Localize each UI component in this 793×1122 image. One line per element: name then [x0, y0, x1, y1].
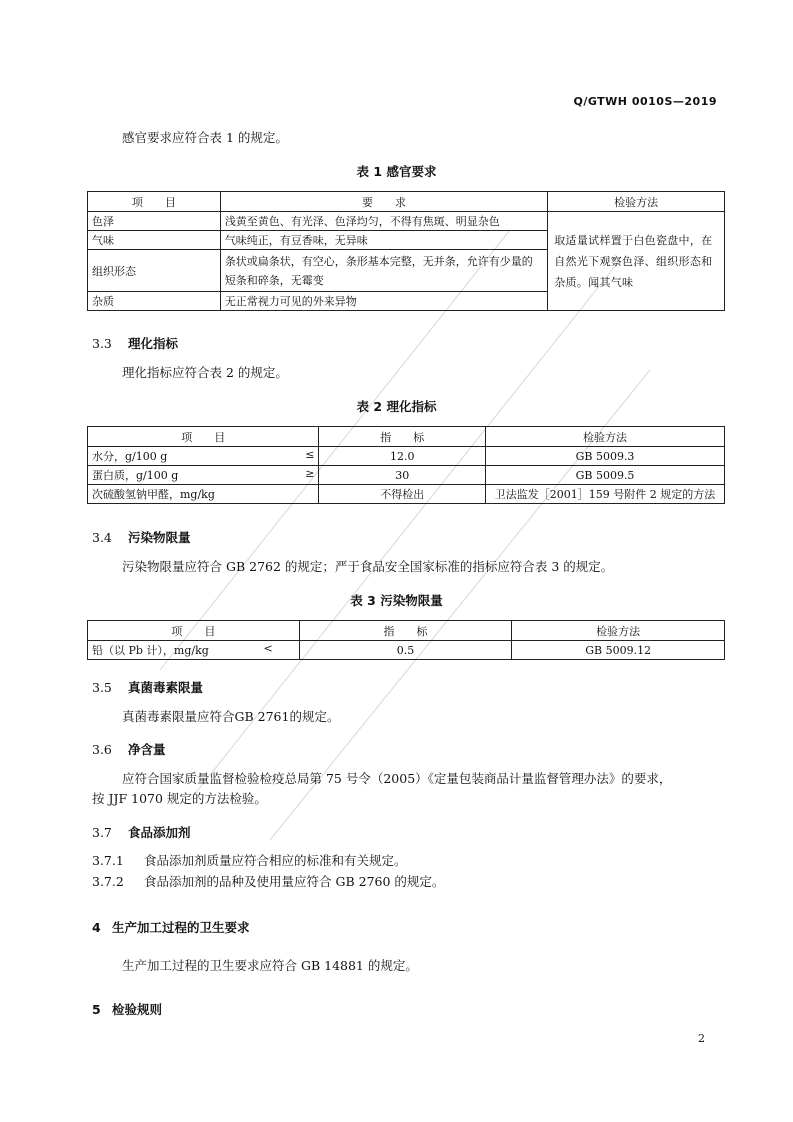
section-title: 检验规则 [112, 1002, 163, 1017]
table3-caption: 表 3 污染物限量 [350, 593, 443, 608]
section-title: 食品添加剂 [128, 825, 191, 840]
clause-text: 食品添加剂的品种及使用量应符合 GB 2760 的规定。 [144, 874, 445, 889]
paragraph-3-4: 污染物限量应符合 GB 2762 的规定；严于食品安全国家标准的指标应符合表 3 的规定。 [122, 559, 614, 574]
paragraph-4: 生产加工过程的卫生要求应符合 GB 14881 的规定。 [122, 958, 418, 973]
section-3-4-heading [92, 528, 191, 546]
section-5-heading [92, 1000, 162, 1018]
table1-caption: 表 1 感官要求 [356, 164, 437, 179]
table-cell: 色泽 [88, 212, 221, 231]
table-cell: 气味纯正，有豆香味，无异味 [220, 231, 547, 250]
table1-header-item: 项 目 [88, 192, 221, 212]
section-title: 生产加工过程的卫生要求 [112, 920, 250, 935]
paragraph-3-3: 理化指标应符合表 2 的规定。 [122, 365, 288, 380]
paragraph-sensory: 感官要求应符合表 1 的规定。 [122, 130, 288, 145]
table-cell: 组织形态 [88, 250, 221, 292]
clause-text: 食品添加剂质量应符合相应的标准和有关规定。 [144, 853, 407, 868]
table3-header-method: 检验方法 [512, 621, 725, 641]
table-cell: GB 5009.3 [486, 447, 725, 466]
section-number: 3.4 [92, 530, 112, 545]
section-3-3-heading [92, 334, 178, 352]
clause-number: 3.7.2 [92, 874, 124, 889]
table-cell: 浅黄至黄色、有光泽、色泽均匀，不得有焦斑、明显杂色 [220, 212, 547, 231]
section-4-heading [92, 918, 250, 936]
table3-header-value: 指 标 [299, 621, 512, 641]
paragraph-3-6-line1: 应符合国家质量监督检验检疫总局第 75 号令（2005）《定量包装商品计量监督管理办法》的要求， [122, 771, 672, 786]
section-number: 3.6 [92, 742, 112, 757]
table-cell: GB 5009.5 [486, 466, 725, 485]
table2-header-method: 检验方法 [486, 427, 725, 447]
table-cell: 次硫酸氢钠甲醛，mg/kg [88, 485, 319, 504]
section-number: 3.5 [92, 680, 112, 695]
section-number: 3.7 [92, 825, 112, 840]
table2-header-value: 指 标 [319, 427, 486, 447]
table-contaminants [87, 620, 725, 660]
table1-header-req: 要 求 [220, 192, 547, 212]
table-cell: 杂质 [88, 292, 221, 311]
table1-method-cell: 取适量试样置于白色瓷盘中，在自然光下观察色泽、组织形态和杂质。闻其气味 [548, 212, 725, 311]
section-title: 净含量 [128, 742, 166, 757]
section-3-5-heading [92, 678, 203, 696]
section-title: 污染物限量 [128, 530, 191, 545]
table-cell: 条状或扁条状，有空心，条形基本完整，无并条，允许有少量的短条和碎条，无霉变 [220, 250, 547, 292]
table-cell: 水分，g/100 g [92, 450, 168, 463]
comparison-symbol: < [263, 642, 273, 655]
table-cell: 无正常视力可见的外来异物 [220, 292, 547, 311]
table-cell: 蛋白质，g/100 g [92, 469, 179, 482]
table3-header-item: 项 目 [88, 621, 300, 641]
paragraph-3-6-line2: 按 JJF 1070 规定的方法检验。 [92, 791, 267, 806]
clause-3-7-1 [92, 853, 407, 869]
table-row [88, 641, 300, 660]
section-title: 真菌毒素限量 [128, 680, 204, 695]
table-cell: 12.0 [319, 447, 486, 466]
comparison-symbol: ≤ [305, 448, 315, 461]
page-number: 2 [698, 1032, 705, 1045]
clause-number: 3.7.1 [92, 853, 124, 868]
table-cell: 不得检出 [319, 485, 486, 504]
paragraph-3-5: 真菌毒素限量应符合GB 2761的规定。 [122, 709, 340, 724]
section-number: 4 [92, 920, 101, 935]
table-row [88, 466, 319, 485]
section-3-7-heading [92, 823, 191, 841]
section-3-6-heading [92, 740, 166, 758]
table-sensory [87, 191, 725, 311]
table-cell: 铅（以 Pb 计），mg/kg [92, 644, 209, 657]
table-row [88, 447, 319, 466]
table-cell: GB 5009.12 [512, 641, 725, 660]
clause-3-7-2 [92, 874, 444, 890]
section-title: 理化指标 [128, 336, 179, 351]
table1-header-method: 检验方法 [548, 192, 725, 212]
table2-header-item: 项 目 [88, 427, 319, 447]
table-cell: 0.5 [299, 641, 512, 660]
table-physicochemical [87, 426, 725, 504]
table-cell: 卫法监发［2001］159 号附件 2 规定的方法 [486, 485, 725, 504]
section-number: 3.3 [92, 336, 112, 351]
table-cell: 气味 [88, 231, 221, 250]
section-number: 5 [92, 1002, 101, 1017]
comparison-symbol: ≥ [305, 467, 315, 480]
table2-caption: 表 2 理化指标 [356, 399, 437, 414]
document-code: Q/GTWH 0010S—2019 [573, 95, 717, 108]
table-cell: 30 [319, 466, 486, 485]
